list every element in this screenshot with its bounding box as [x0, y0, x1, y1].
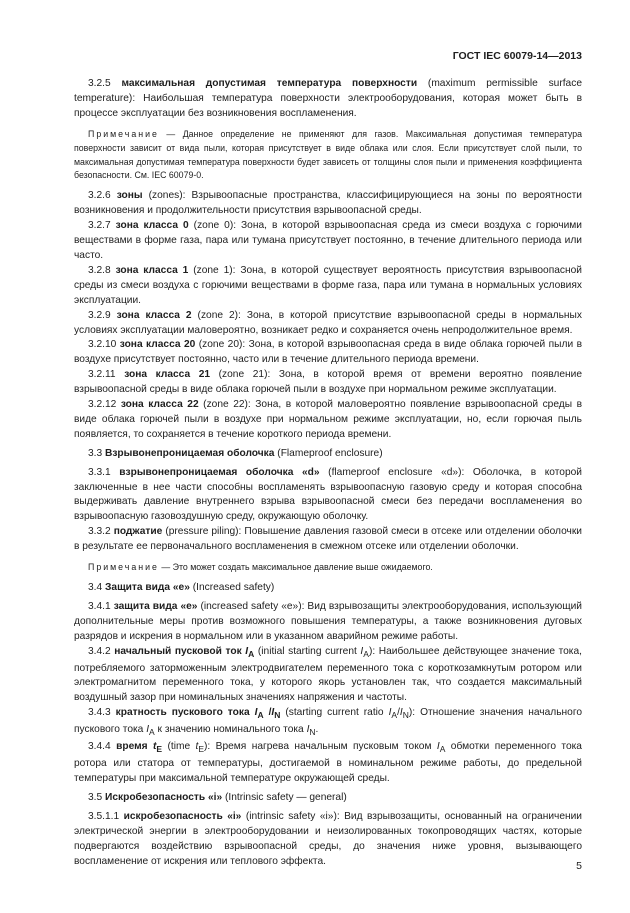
clause-text: (maximum permissible surface temperature): Наибольшая температура поверхности электрооборудования, которая может быть в процессе эксплуатации без возникновения воспламенения.	[74, 78, 582, 119]
section-3-5	[74, 791, 582, 806]
clause-number: 3.2.9	[88, 309, 111, 321]
clause-number: 3.4.1	[88, 600, 111, 612]
clause-term: зоны	[116, 190, 143, 202]
clause-number: 3.2.12	[88, 399, 117, 411]
symbol-t: t	[195, 741, 199, 753]
clause-text: (zone 22): Зона, в которой маловероятно появление взрывоопасной среды в виде облака горючей пыли в воздухе при нормальном режиме эксплуатации, но, если горючая пыль появляется, то сохраняется в течение короткого периода времени.	[74, 399, 582, 440]
clause-term: время	[116, 741, 148, 753]
period: .	[315, 724, 319, 736]
clause-text: (pressure piling): Повышение давления газовой смеси в отсеке или отделении оболочки в результате ее первоначального воспламенения в смежном отсеке или отделении оболочки.	[74, 526, 582, 553]
clause-text: (zone 0): Зона, в которой взрывоопасная среда из смеси воздуха с горючими веществами в форме газа, пара или тумана присутствует постоянно, в течение длительного периода или часто.	[74, 220, 582, 261]
subscript-a: A	[257, 710, 264, 721]
symbol-i: I	[254, 707, 258, 719]
symbol-i: I	[399, 707, 403, 719]
clause-text: (time	[167, 741, 191, 753]
clause-number: 3.2.8	[88, 264, 111, 276]
symbol-i: I	[146, 724, 150, 736]
clause-term: зона класса 1	[115, 264, 189, 276]
clause-3-3-2	[74, 525, 582, 555]
page-content	[74, 77, 582, 869]
section-number: 3.3	[88, 447, 103, 459]
clause-term: зона класса 20	[119, 339, 196, 351]
slash: /	[397, 707, 400, 719]
clause-number: 3.4.2	[88, 645, 111, 657]
symbol-i: I	[360, 645, 364, 657]
clause-number: 3.2.10	[88, 339, 117, 351]
clause-term: взрывонепроницаемая оболочка «d»	[119, 466, 320, 478]
subscript-e: E	[198, 744, 205, 755]
clause-number: 3.2.5	[88, 78, 111, 89]
section-3-3	[74, 447, 582, 462]
clause-term: зона класса 22	[120, 399, 199, 411]
clause-text: (increased safety «e»): Вид взрывозащиты электрооборудования, использующий дополнительные меры против возможного повышения температуры, а также возникновения дуговых разрядов и искрения в нормальном или в указанном аварийном режиме работы.	[74, 600, 582, 642]
clause-number: 3.3.2	[88, 526, 111, 538]
clause-text: ): Время нагрева начальным пусковым током	[204, 741, 432, 753]
clause-3-2-12	[74, 398, 582, 443]
subscript-a: A	[248, 648, 255, 659]
clause-3-2-10	[74, 338, 582, 368]
section-title: Взрывонепроницаемая оболочка	[105, 447, 275, 459]
clause-text: ): Отношение значения начального пускового тока	[74, 707, 582, 736]
clause-number: 3.3.1	[88, 466, 111, 478]
clause-3-4-2	[74, 645, 582, 707]
page-number: 5	[576, 860, 582, 872]
subscript-n: N	[274, 710, 281, 721]
symbol-t: t	[152, 741, 157, 753]
clause-text: ): Наибольшее действующее значение тока, потребляемого заторможенным электродвигателем переменного тока с короткозамкнутым ротором или электромагнитом переменного тока, у которого якорь установлен так, что создается максимальный воздушный зазор при номинальных значениях напряжения и частоты.	[74, 645, 582, 704]
clause-text: к значению номинального тока	[157, 724, 304, 736]
clause-term: начальный пусковой ток	[114, 645, 242, 657]
clause-term: кратность пускового тока	[115, 707, 250, 719]
section-number: 3.4	[88, 582, 103, 593]
subscript-a: A	[149, 727, 155, 738]
clause-text: (flameproof enclosure «d»): Оболочка, в которой заключенные в нее части способны воспламенять взрывоопасную газовую среду и которая способна выдерживать давление внутреннего взрыва взрывоопасной смеси без передачи воспламенения во взрывоопасную газовоздушную среду, окружающую оболочку.	[74, 466, 582, 523]
clause-term: зона класса 2	[116, 309, 192, 321]
section-title: Искробезопасность «i»	[105, 791, 223, 803]
section-title: Защита вида «е»	[105, 582, 190, 593]
note-1	[74, 128, 582, 184]
clause-3-4-1	[74, 600, 582, 645]
section-3-4	[74, 581, 582, 596]
clause-term: защита вида «е»	[113, 600, 198, 612]
clause-3-2-5	[74, 77, 582, 122]
clause-text: (zone 20): Зона, в которой взрывоопасная среда в виде облака горючей пыли в воздухе присутствует постоянно, часто или в течение длительного периода времени.	[74, 339, 582, 366]
standard-header: ГОСТ IEC 60079-14—2013	[452, 50, 582, 62]
clause-3-2-7	[74, 219, 582, 264]
section-subtitle: (Flameproof enclosure)	[277, 447, 383, 459]
clause-text: (intrinsic safety «i»): Вид взрывозащиты, основанный на ограничении электрической энергии в электрооборудовании и неизолированных токопроводящих частях, которые подвергаются воздействию взрывоопасной среды, до значения ниже уровня, вызывающего воспламенение от искрения или теплового эффекта.	[74, 810, 582, 867]
slash: /	[268, 707, 272, 719]
subscript-n: N	[402, 710, 409, 721]
symbol-i: I	[388, 707, 392, 719]
clause-text: обмотки переменного тока ротора или статора от температуры, достигаемой в номинальном режиме работы, до предельной температуры при максимальной температуре окружающей среды.	[74, 741, 582, 784]
note-text: — Это может создать максимальное давление выше ожидаемого.	[161, 562, 433, 573]
clause-term: зона класса 0	[115, 220, 189, 232]
subscript-a: A	[439, 744, 446, 755]
symbol-i: I	[306, 724, 310, 736]
clause-number: 3.4.4	[88, 741, 111, 753]
clause-3-3-1	[74, 466, 582, 526]
symbol-i: I	[436, 741, 440, 753]
clause-number: 3.2.7	[88, 220, 111, 232]
clause-3-4-3	[74, 706, 582, 740]
clause-3-4-4	[74, 740, 582, 787]
clause-number: 3.2.11	[88, 369, 116, 381]
subscript-n: N	[309, 727, 316, 738]
clause-3-5-1-1	[74, 810, 582, 870]
note-2	[74, 561, 582, 575]
note-label: Примечание	[88, 562, 159, 573]
subscript-a: A	[363, 648, 369, 659]
symbol-i: I	[245, 645, 249, 657]
clause-number: 3.5.1.1	[88, 810, 120, 822]
clause-text: (initial starting current	[257, 645, 357, 657]
section-subtitle: (Increased safety)	[192, 582, 275, 593]
clause-3-2-6	[74, 189, 582, 219]
section-subtitle: (Intrinsic safety — general)	[225, 791, 347, 803]
clause-text: (zone 2): Зона, в которой присутствие взрывоопасной среды в нормальных условиях эксплуатации маловероятно, возникает редко и сохраняется очень непродолжительное время.	[74, 309, 582, 336]
clause-term: максимальная допустимая температура поверхности	[121, 78, 418, 89]
note-label: Примечание	[88, 128, 159, 139]
section-number: 3.5	[88, 791, 103, 803]
clause-3-2-11	[74, 368, 582, 398]
subscript-a: A	[391, 710, 398, 721]
subscript-e: E	[156, 744, 163, 755]
clause-number: 3.4.3	[88, 707, 111, 719]
note-text: — Данное определение не применяют для газов. Максимальная допустимая температура поверхности зависит от вида пыли, которая присутствует в виде облака или слоя. Если присутствует слой пыли, то максимальная допустимая температура поверхности будет зависеть от толщины слоя пыли и применения коэффициента безопасности. См. IEC 60079-0.	[74, 128, 582, 181]
clause-text: (zone 1): Зона, в которой существует вероятность присутствия взрывоопасной среды из смеси воздуха с горючими веществами в форме газа, пара или тумана в нормальных условиях эксплуатации.	[74, 264, 582, 306]
clause-term: зона класса 21	[124, 369, 211, 381]
clause-number: 3.2.6	[88, 190, 111, 202]
clause-text: (zones): Взрывоопасные пространства, классифицирующиеся на зоны по вероятности возникновения и продолжительности присутствия взрывоопасной среды.	[74, 190, 582, 217]
clause-3-2-9	[74, 309, 582, 339]
clause-text: (zone 21): Зона, в которой время от времени вероятно появление взрывоопасной среды в виде облака горючей пыли в воздухе при нормальном режиме эксплуатации.	[74, 369, 582, 396]
clause-term: поджатие	[113, 526, 163, 538]
symbol-i: I	[271, 707, 275, 719]
clause-text: (starting current ratio	[285, 707, 384, 719]
clause-3-2-8	[74, 264, 582, 309]
clause-term: искробезопасность «i»	[123, 810, 242, 822]
